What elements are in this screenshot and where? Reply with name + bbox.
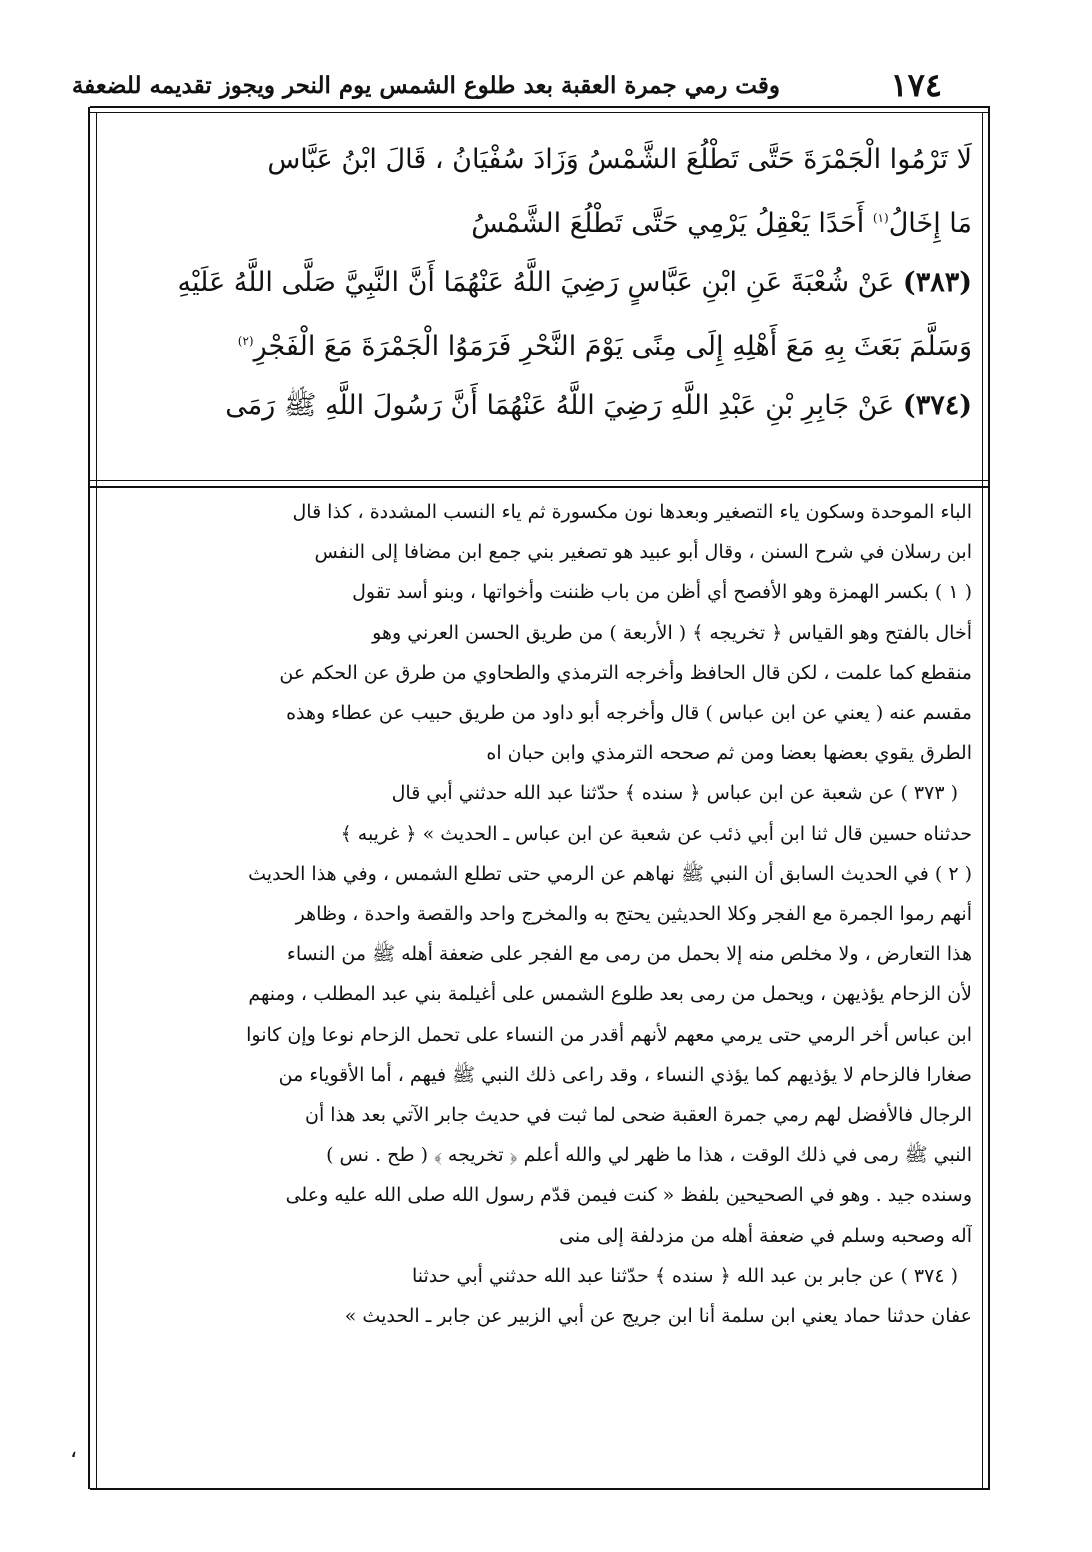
commentary-line: أنهم رموا الجمرة مع الفجر وكلا الحديثين يحتج به والمخرج واحد والقصة واحدة ، وظاهر	[295, 903, 972, 926]
hadith-line	[106, 376, 972, 435]
commentary-line: صغارا فالزحام لا يؤذيهم كما يؤذي النساء ، وقد راعى ذلك النبي ﷺ فيهم ، أما الأقوياء من	[278, 1063, 972, 1086]
hadith-text-run: عَنْ شُعْبَةَ عَنِ ابْنِ عَبَّاسٍ رَضِيَ اللَّهُ عَنْهُمَا أَنَّ النَّبِيَّ صَلَّى اللَّهُ عَلَيْهِ	[177, 267, 895, 298]
hadith-text-run: وَسَلَّمَ بَعَثَ بِهِ مَعَ أَهْلِهِ إِلَى مِنًى يَوْمَ النَّحْرِ فَرَمَوُا الْجَمْرَةَ مَعَ الْفَجْرِ	[253, 331, 972, 362]
commentary-line: حدثناه حسين قال ثنا ابن أبي ذئب عن شعبة عن ابن عباس ـ الحديث » ﴿ غريبه ﴾	[340, 822, 972, 845]
commentary-line: الباء الموحدة وسكون ياء التصغير وبعدها نون مكسورة ثم ياء النسب المشددة ، كذا قال	[292, 501, 972, 523]
commentary	[106, 492, 972, 1482]
commentary-line: منقطع كما علمت ، لكن قال الحافظ وأخرجه الترمذي والطحاوي من طرق عن الحكم عن	[279, 661, 972, 684]
commentary-line: أخال بالفتح وهو القياس ﴿ تخريجه ﴾ ( الأربعة ) من طريق الحسن العرني وهو	[372, 621, 972, 644]
commentary-line: آله وصحبه وسلم في ضعفة أهله من مزدلفة إلى منى	[559, 1224, 972, 1247]
hadith-line	[106, 189, 972, 253]
commentary-line: ( ٢ ) في الحديث السابق أن النبي ﷺ نهاهم عن الرمي حتى تطلع الشمس ، وفي هذا الحديث	[248, 862, 972, 885]
footnote-marker: (١)	[872, 211, 889, 225]
frame-left-rule	[88, 107, 90, 1489]
commentary-line: عفان حدثنا حماد يعني ابن سلمة أنا ابن جريج عن أبي الزبير عن جابر ـ الحديث »	[344, 1305, 972, 1328]
hadith-line	[106, 312, 972, 376]
commentary-line: هذا التعارض ، ولا مخلص منه إلا بحمل من رمى مع الفجر على ضعفة أهله ﷺ من النساء	[286, 943, 972, 966]
hadith-line: لَا تَرْمُوا الْجَمْرَةَ حَتَّى تَطْلُعَ الشَّمْسُ وَزَادَ سُفْيَانُ ، قَالَ ابْنُ عَبَّاس	[267, 144, 972, 175]
section-divider-thick	[90, 486, 990, 488]
frame-right-rule	[988, 107, 990, 1489]
commentary-line: مقسم عنه ( يعني عن ابن عباس ) قال وأخرجه أبو داود من طريق حبيب عن عطاء وهذه	[286, 702, 972, 725]
page-number: ١٧٤	[890, 66, 942, 104]
commentary-line: وسنده جيد . وهو في الصحيحين بلفظ « كنت فيمن قدّم رسول الله صلى الله عليه وعلى	[285, 1184, 972, 1207]
commentary-line: ابن رسلان في شرح السنن ، وقال أبو عبيد هو تصغير بني جمع ابن مضافا إلى النفس	[314, 541, 972, 564]
hadith-text	[106, 130, 972, 475]
commentary-line: الطرق يقوي بعضها بعضا ومن ثم صححه الترمذي وابن حبان اه	[486, 742, 972, 765]
commentary-line: ابن عباس أخر الرمي حتى يرمي معهم لأنهم أقدر من النساء على تحمل الزحام نوعا وإن كانوا	[246, 1023, 972, 1046]
commentary-line: لأن الزحام يؤذيهن ، ويحمل من رمى بعد طلوع الشمس على أغيلمة بني عبد المطلب ، ومنهم	[248, 983, 972, 1006]
section-divider	[90, 480, 990, 481]
frame-bottom-rule	[90, 1488, 990, 1490]
hadith-number: (٣٨٣)	[902, 267, 972, 298]
hadith-text-run: مَا إِخَالُ	[888, 208, 972, 239]
hadith-text-run: عَنْ جَابِرِ بْنِ عَبْدِ اللَّهِ رَضِيَ اللَّهُ عَنْهُمَا أَنَّ رَسُولَ اللَّهِ ﷺ رَمَى	[225, 390, 895, 421]
frame-right-inner-rule	[982, 112, 983, 1488]
frame-top-inner-rule	[90, 112, 990, 113]
footnote-marker: (٢)	[237, 334, 254, 348]
commentary-line: الرجال فالأفضل لهم رمي جمرة العقبة ضحى لما ثبت في حديث جابر الآتي بعد هذا أن	[305, 1104, 972, 1127]
hadith-text-run: أَحَدًا يَعْقِلُ يَرْمِي حَتَّى تَطْلُعَ الشَّمْسُ	[471, 208, 865, 239]
running-title: وقت رمي جمرة العقبة بعد طلوع الشمس يوم النحر ويجوز تقديمه للضعفة	[71, 72, 780, 99]
frame-top-rule	[90, 106, 990, 108]
margin-mark: ،	[70, 1438, 78, 1463]
commentary-line: النبي ﷺ رمى في ذلك الوقت ، هذا ما ظهر لي والله أعلم ﴿ تخريجه ﴾ ( طح . نس )	[326, 1144, 972, 1167]
commentary-line: ( ٣٧٤ ) عن جابر بن عبد الله ﴿ سنده ﴾ حدّثنا عبد الله حدثني أبي حدثنا	[411, 1264, 958, 1287]
commentary-line: ( ١ ) بكسر الهمزة وهو الأفصح أي أظن من باب ظننت وأخواتها ، وبنو أسد تقول	[352, 581, 972, 604]
hadith-number: (٣٧٤)	[902, 390, 972, 421]
hadith-line	[106, 253, 972, 312]
commentary-line: ( ٣٧٣ ) عن شعبة عن ابن عباس ﴿ سنده ﴾ حدّثنا عبد الله حدثني أبي قال	[391, 782, 958, 805]
frame-left-inner-rule	[96, 112, 97, 1488]
